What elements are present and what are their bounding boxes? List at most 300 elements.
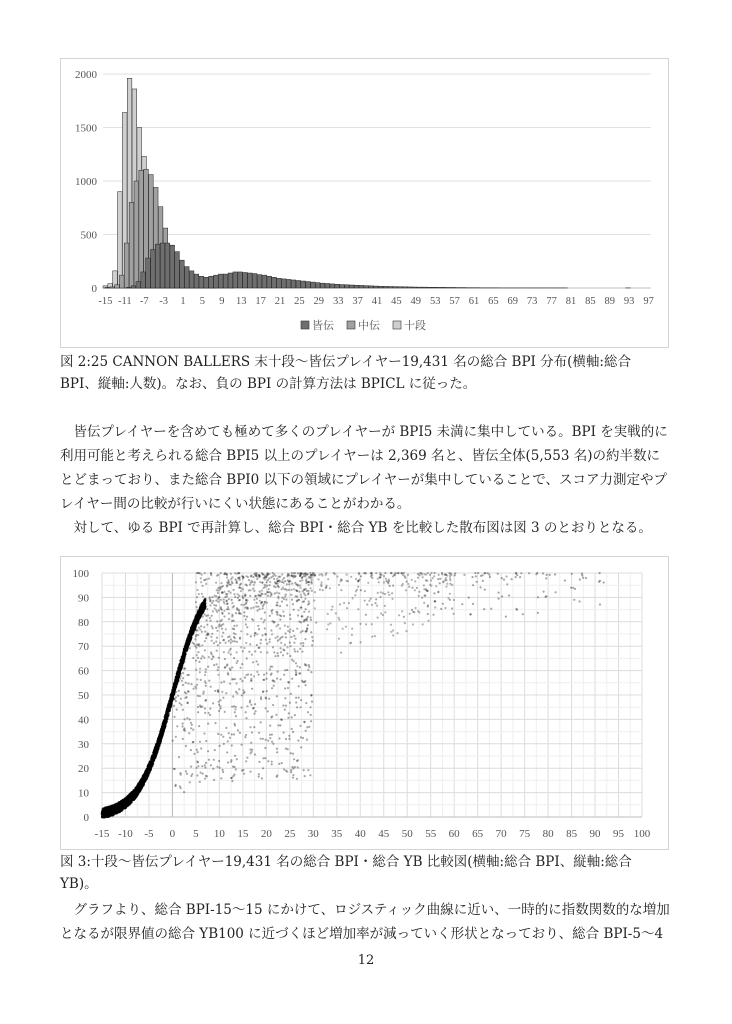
scatter-point	[129, 800, 132, 803]
scatter-point	[237, 729, 239, 731]
scatter-point	[201, 655, 203, 657]
scatter-point	[300, 642, 302, 644]
scatter-point	[346, 574, 348, 576]
scatter-point	[228, 598, 230, 600]
scatter-point	[283, 768, 285, 770]
histogram-bar	[306, 282, 311, 288]
scatter-point	[382, 592, 384, 594]
scatter-point	[296, 778, 298, 780]
scatter-point	[212, 768, 214, 770]
scatter-point	[223, 681, 225, 683]
scatter-point	[245, 760, 247, 762]
histogram-bar	[165, 243, 170, 288]
scatter-point	[189, 781, 191, 783]
scatter-point	[256, 598, 258, 600]
scatter-point	[226, 574, 228, 576]
scatter-point	[220, 582, 222, 584]
scatter-point	[258, 773, 260, 775]
scatter-point	[221, 691, 223, 693]
scatter-point	[284, 580, 286, 582]
scatter-point	[236, 651, 238, 653]
scatter-point	[241, 680, 243, 682]
scatter-point	[194, 638, 196, 640]
scatter-point	[236, 625, 238, 627]
scatter-point	[444, 579, 446, 581]
histogram-bar	[383, 286, 388, 288]
scatter-point	[261, 777, 263, 779]
scatter-point	[299, 725, 301, 727]
scatter-point	[515, 576, 517, 578]
scatter-point	[272, 704, 274, 706]
scatter-point	[197, 706, 199, 708]
scatter-point	[224, 596, 226, 598]
scatter-point	[286, 669, 288, 671]
scatter-point	[103, 813, 106, 816]
scatter-point	[233, 593, 235, 595]
scatter-point	[350, 576, 352, 578]
scatter-point	[291, 583, 293, 585]
scatter-point	[221, 635, 223, 637]
scatter-point	[441, 573, 443, 575]
scatter-point	[428, 620, 430, 622]
scatter-point	[233, 620, 235, 622]
scatter-point	[204, 767, 206, 769]
scatter-point	[258, 608, 260, 610]
scatter-point	[204, 598, 206, 600]
scatter-point	[360, 589, 362, 591]
scatter-point	[277, 640, 279, 642]
scatter-point	[237, 597, 239, 599]
x-tick-label: 33	[332, 296, 344, 307]
scatter-point	[288, 589, 290, 591]
scatter-point	[179, 772, 181, 774]
x-tick-label: 30	[307, 828, 319, 840]
figure-2-caption: 図 2:25 CANNON BALLERS 末十段〜皆伝プレイヤー19,431 名の総合 BPI 分布(横軸:総合 BPI、縦軸:人数)。なお、負の BPI の計算方法は BPICL に従った。	[60, 354, 631, 392]
scatter-point	[287, 574, 289, 576]
scatter-point	[258, 574, 260, 576]
scatter-point	[204, 707, 206, 709]
histogram-bar	[359, 285, 364, 288]
scatter-point	[264, 611, 266, 613]
scatter-point	[292, 777, 294, 779]
scatter-point	[380, 591, 382, 593]
scatter-point	[401, 585, 403, 587]
scatter-point	[234, 637, 236, 639]
scatter-point	[187, 683, 189, 685]
scatter-point	[190, 683, 192, 685]
scatter-point	[444, 607, 446, 609]
scatter-point	[200, 625, 202, 627]
scatter-point	[291, 574, 293, 576]
scatter-point	[219, 642, 221, 644]
scatter-point	[320, 585, 322, 587]
scatter-point	[262, 757, 264, 759]
scatter-point	[294, 650, 296, 652]
scatter-point	[343, 602, 345, 604]
scatter-point	[285, 636, 287, 638]
scatter-point	[195, 669, 197, 671]
scatter-point	[204, 764, 206, 766]
scatter-point	[572, 587, 574, 589]
scatter-point	[209, 620, 211, 622]
scatter-point	[231, 780, 233, 782]
scatter-point	[469, 613, 471, 615]
scatter-point	[411, 609, 413, 611]
scatter-point	[262, 607, 264, 609]
scatter-point	[290, 752, 292, 754]
scatter-point	[290, 636, 292, 638]
histogram-bar	[272, 277, 277, 288]
scatter-point	[307, 603, 309, 605]
x-tick-label: 57	[449, 296, 460, 307]
scatter-point	[252, 707, 254, 709]
scatter-point	[398, 572, 400, 574]
scatter-point	[201, 631, 203, 633]
scatter-point	[422, 576, 424, 578]
scatter-point	[371, 577, 373, 579]
histogram-bar	[277, 278, 282, 288]
scatter-point	[197, 589, 199, 591]
scatter-point	[236, 580, 238, 582]
x-tick-label: 40	[354, 828, 366, 840]
scatter-point	[449, 599, 451, 601]
scatter-point	[301, 579, 303, 581]
y-tick-label: 500	[80, 229, 97, 242]
scatter-point	[392, 575, 394, 577]
scatter-point	[252, 607, 254, 609]
scatter-point	[217, 666, 219, 668]
scatter-point	[293, 642, 295, 644]
scatter-point	[371, 623, 373, 625]
scatter-point	[204, 613, 206, 615]
scatter-point	[199, 629, 201, 631]
scatter-point	[288, 735, 290, 737]
page-number: 12	[357, 953, 375, 968]
histogram-bar	[296, 281, 301, 288]
scatter-point	[222, 697, 224, 699]
scatter-point	[214, 595, 216, 597]
scatter-point	[282, 654, 284, 656]
scatter-point	[242, 577, 244, 579]
histogram-bar	[175, 252, 180, 288]
x-tick-label: 93	[623, 296, 635, 307]
scatter-point	[188, 674, 190, 676]
scatter-point	[256, 644, 258, 646]
scatter-point	[204, 674, 206, 676]
scatter-point	[370, 598, 372, 600]
scatter-point	[211, 653, 213, 655]
scatter-point	[102, 808, 105, 811]
y-tick-label: 2000	[75, 69, 97, 81]
histogram-bar	[233, 272, 238, 288]
scatter-point	[364, 600, 366, 602]
scatter-point	[204, 572, 206, 574]
x-tick-label: -5	[144, 828, 154, 840]
scatter-point	[231, 733, 233, 735]
scatter-point	[232, 628, 234, 630]
scatter-point	[200, 577, 202, 579]
scatter-point	[414, 589, 416, 591]
scatter-point	[238, 688, 240, 690]
scatter-point	[234, 755, 236, 757]
scatter-point	[306, 630, 308, 632]
scatter-point	[249, 584, 251, 586]
scatter-point	[246, 626, 248, 628]
scatter-point	[250, 575, 252, 577]
scatter-point	[385, 578, 387, 580]
scatter-point	[122, 801, 125, 804]
scatter-point	[303, 611, 305, 613]
scatter-point	[423, 584, 425, 586]
scatter-point	[233, 625, 235, 627]
scatter-point	[222, 771, 224, 773]
scatter-point	[260, 639, 262, 641]
scatter-point	[312, 640, 314, 642]
histogram-bar	[136, 282, 141, 288]
scatter-point	[433, 575, 435, 577]
x-tick-label: 81	[565, 296, 577, 307]
scatter-point	[144, 772, 147, 775]
scatter-point	[187, 702, 189, 704]
scatter-point	[216, 589, 218, 591]
scatter-point	[219, 586, 221, 588]
scatter-point	[301, 615, 303, 617]
scatter-point	[406, 581, 408, 583]
scatter-point	[377, 578, 379, 580]
scatter-point	[221, 619, 223, 621]
scatter-point	[277, 585, 279, 587]
x-tick-label: 65	[472, 828, 484, 840]
scatter-point	[296, 600, 298, 602]
scatter-point	[449, 583, 451, 585]
x-tick-label: -7	[139, 296, 149, 307]
scatter-point	[200, 657, 202, 659]
scatter-point	[302, 630, 304, 632]
scatter-point	[289, 618, 291, 620]
scatter-point	[211, 615, 213, 617]
scatter-point	[199, 671, 201, 673]
scatter-point	[449, 593, 451, 595]
scatter-point	[170, 695, 173, 698]
scatter-point	[178, 690, 180, 692]
y-tick-label: 40	[78, 714, 89, 727]
scatter-point	[295, 662, 297, 664]
scatter-point	[398, 614, 400, 616]
scatter-point	[257, 606, 259, 608]
histogram-bar	[180, 260, 185, 288]
scatter-point	[449, 579, 451, 581]
scatter-point	[242, 689, 244, 691]
scatter-point	[303, 589, 305, 591]
scatter-point	[295, 701, 297, 703]
scatter-point	[188, 732, 190, 734]
scatter-point	[430, 572, 432, 574]
scatter-point	[446, 583, 448, 585]
scatter-point	[189, 638, 191, 640]
scatter-point	[205, 775, 207, 777]
scatter-point	[413, 611, 415, 613]
scatter-point	[482, 580, 484, 582]
scatter-point	[258, 628, 260, 630]
histogram-bar	[345, 285, 350, 288]
histogram-bar	[119, 275, 124, 288]
scatter-point	[166, 710, 169, 713]
scatter-point	[346, 580, 348, 582]
scatter-point	[175, 696, 177, 698]
scatter-point	[276, 602, 278, 604]
scatter-point	[265, 707, 267, 709]
scatter-point	[287, 748, 289, 750]
scatter-point	[305, 608, 307, 610]
scatter-point	[416, 587, 418, 589]
scatter-point	[295, 674, 297, 676]
paragraph-1-line-1: 皆伝プレイヤーを含めても極めて多くのプレイヤーが BPI5 未満に集中している。BPI を実戦的に利用可能と考えられる総合 BPI5 以上のプレイヤーは 2,369 名と、皆伝全体(5,553 名)の約半数にとどまっており、また総合 BPI0 以下の領域にプレイヤーが集中していることで、スコア力測定やプレイヤー間の比較が行いにくい状態にあることがわかる。	[60, 424, 668, 512]
scatter-point	[379, 577, 381, 579]
scatter-point	[311, 590, 313, 592]
scatter-point	[206, 624, 208, 626]
scatter-point	[164, 716, 167, 719]
scatter-point	[223, 610, 225, 612]
scatter-point	[190, 749, 192, 751]
scatter-point	[488, 574, 490, 576]
scatter-point	[417, 573, 419, 575]
scatter-point	[180, 704, 182, 706]
histogram-bar	[126, 287, 131, 288]
scatter-point	[425, 573, 427, 575]
scatter-point	[300, 572, 302, 574]
bpi-yb-scatter-plot	[61, 557, 668, 849]
scatter-point	[435, 585, 437, 587]
scatter-point	[271, 687, 273, 689]
scatter-point	[300, 594, 302, 596]
scatter-point	[445, 586, 447, 588]
scatter-point	[249, 700, 251, 702]
scatter-point	[490, 608, 492, 610]
scatter-point	[241, 744, 243, 746]
scatter-point	[198, 725, 200, 727]
scatter-point	[269, 595, 271, 597]
scatter-point	[202, 773, 204, 775]
scatter-point	[199, 695, 201, 697]
scatter-point	[212, 627, 214, 629]
scatter-point	[209, 604, 211, 606]
scatter-point	[445, 577, 447, 579]
scatter-point	[258, 647, 260, 649]
scatter-point	[185, 745, 187, 747]
scatter-point	[234, 708, 236, 710]
scatter-point	[264, 586, 266, 588]
scatter-point	[237, 593, 239, 595]
scatter-point	[260, 602, 262, 604]
x-tick-label: 85	[566, 828, 578, 840]
scatter-point	[202, 596, 204, 598]
scatter-point	[250, 674, 252, 676]
scatter-point	[272, 575, 274, 577]
scatter-point	[303, 592, 305, 594]
scatter-point	[424, 594, 426, 596]
histogram-bar	[340, 285, 345, 288]
scatter-point	[197, 695, 199, 697]
scatter-point	[300, 736, 302, 738]
histogram-bar	[393, 287, 398, 288]
scatter-point	[310, 574, 312, 576]
scatter-point	[299, 666, 301, 668]
x-tick-label: -3	[159, 296, 168, 307]
scatter-point	[145, 777, 148, 780]
scatter-point	[162, 724, 165, 727]
scatter-point	[179, 672, 181, 674]
scatter-point	[475, 575, 477, 577]
histogram-bar	[301, 281, 306, 288]
scatter-point	[223, 639, 225, 641]
scatter-point	[250, 589, 252, 591]
scatter-point	[254, 572, 256, 574]
scatter-point	[205, 637, 207, 639]
scatter-point	[280, 678, 282, 680]
histogram-bar	[325, 284, 330, 288]
scatter-point	[292, 630, 294, 632]
scatter-point	[182, 654, 185, 657]
scatter-point	[322, 589, 324, 591]
scatter-point	[215, 627, 217, 629]
scatter-point	[474, 572, 476, 574]
scatter-point	[280, 642, 282, 644]
scatter-point	[306, 617, 308, 619]
scatter-point	[407, 583, 409, 585]
scatter-point	[178, 674, 180, 676]
y-tick-label: 70	[78, 641, 89, 654]
scatter-point	[311, 576, 313, 578]
scatter-point	[304, 775, 306, 777]
x-tick-label: 55	[425, 828, 437, 840]
scatter-point	[113, 810, 116, 813]
scatter-point	[210, 686, 212, 688]
scatter-point	[205, 740, 207, 742]
scatter-point	[194, 625, 196, 627]
scatter-point	[310, 714, 312, 716]
scatter-point	[264, 584, 266, 586]
scatter-point	[298, 672, 300, 674]
scatter-point	[327, 578, 329, 580]
scatter-point	[364, 590, 366, 592]
scatter-point	[258, 732, 260, 734]
scatter-point	[300, 621, 302, 623]
scatter-point	[260, 618, 262, 620]
scatter-point	[215, 600, 217, 602]
scatter-point	[288, 738, 290, 740]
scatter-point	[506, 583, 508, 585]
scatter-point	[183, 791, 185, 793]
scatter-point	[182, 684, 184, 686]
scatter-point	[218, 597, 220, 599]
scatter-point	[303, 619, 305, 621]
scatter-point	[245, 734, 247, 736]
scatter-point	[312, 572, 314, 574]
scatter-point	[209, 598, 211, 600]
scatter-point	[263, 674, 265, 676]
scatter-point	[262, 738, 264, 740]
scatter-point	[315, 622, 317, 624]
scatter-point	[374, 602, 376, 604]
scatter-point	[199, 668, 201, 670]
scatter-point	[235, 706, 237, 708]
x-tick-label: 53	[429, 296, 441, 307]
scatter-point	[254, 634, 256, 636]
scatter-point	[250, 679, 252, 681]
scatter-point	[128, 804, 131, 807]
scatter-point	[282, 704, 284, 706]
scatter-point	[545, 596, 547, 598]
